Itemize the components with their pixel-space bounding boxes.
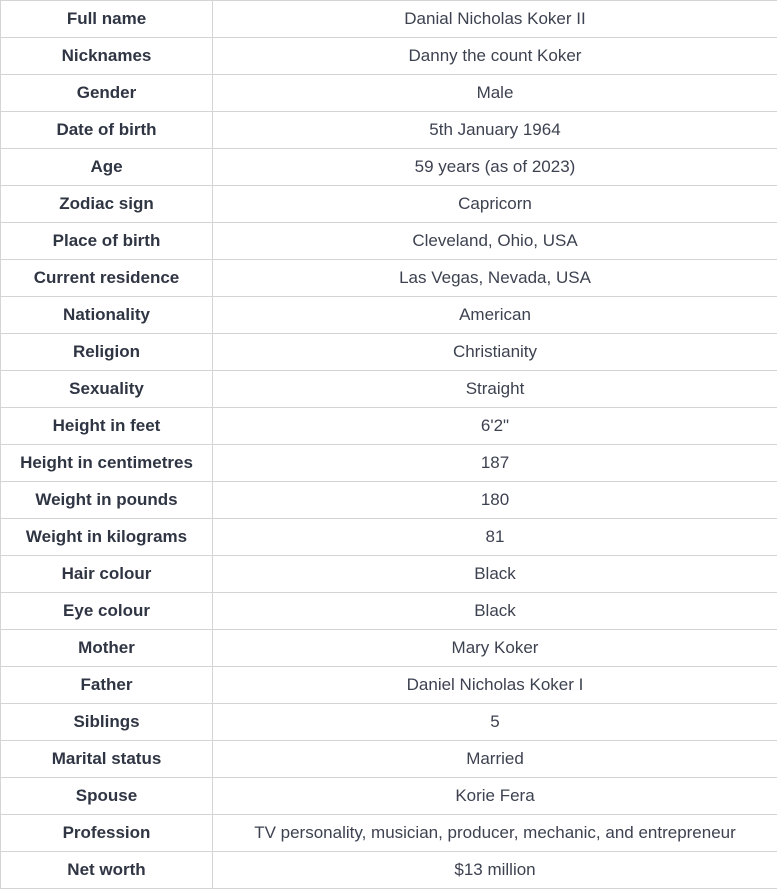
table-row [1,852,777,889]
row-value: Mary Koker [213,630,777,667]
row-label: Mother [1,630,213,667]
row-value: Straight [213,371,777,408]
row-label: Current residence [1,260,213,297]
row-label: Zodiac sign [1,186,213,223]
table-row [1,630,777,667]
row-value: Black [213,556,777,593]
row-label: Spouse [1,778,213,815]
table-row [1,223,777,260]
table-row [1,1,777,38]
row-label: Religion [1,334,213,371]
table-row [1,482,777,519]
table-row [1,260,777,297]
table-row [1,593,777,630]
row-value: Daniel Nicholas Koker I [213,667,777,704]
row-label: Age [1,149,213,186]
row-value: Male [213,75,777,112]
row-value: $13 million [213,852,777,889]
table-row [1,704,777,741]
table-row [1,815,777,852]
row-label: Date of birth [1,112,213,149]
row-label: Height in feet [1,408,213,445]
row-value: TV personality, musician, producer, mechanic, and entrepreneur [213,815,777,852]
row-label: Sexuality [1,371,213,408]
table-row [1,556,777,593]
row-label: Height in centimetres [1,445,213,482]
table-row [1,186,777,223]
row-label: Full name [1,1,213,38]
row-value: Married [213,741,777,778]
row-label: Weight in kilograms [1,519,213,556]
row-value: American [213,297,777,334]
row-value: Las Vegas, Nevada, USA [213,260,777,297]
row-value: Christianity [213,334,777,371]
table-row [1,445,777,482]
row-label: Nicknames [1,38,213,75]
table-row [1,38,777,75]
row-value: Cleveland, Ohio, USA [213,223,777,260]
row-value: Danny the count Koker [213,38,777,75]
row-label: Siblings [1,704,213,741]
table-row [1,149,777,186]
row-value: Capricorn [213,186,777,223]
table-row [1,741,777,778]
row-value: 6'2" [213,408,777,445]
row-value: 5 [213,704,777,741]
table-row [1,297,777,334]
row-label: Place of birth [1,223,213,260]
row-value: 187 [213,445,777,482]
table-row [1,667,777,704]
row-value: Danial Nicholas Koker II [213,1,777,38]
table-row [1,408,777,445]
row-value: 81 [213,519,777,556]
table-row [1,371,777,408]
row-label: Eye colour [1,593,213,630]
row-value: 5th January 1964 [213,112,777,149]
table-row [1,75,777,112]
row-label: Gender [1,75,213,112]
row-label: Net worth [1,852,213,889]
row-value: 59 years (as of 2023) [213,149,777,186]
row-label: Nationality [1,297,213,334]
table-row [1,112,777,149]
table-row [1,778,777,815]
table-row [1,334,777,371]
table-row [1,519,777,556]
row-value: Korie Fera [213,778,777,815]
row-value: 180 [213,482,777,519]
row-label: Marital status [1,741,213,778]
row-label: Profession [1,815,213,852]
row-value: Black [213,593,777,630]
row-label: Father [1,667,213,704]
row-label: Hair colour [1,556,213,593]
row-label: Weight in pounds [1,482,213,519]
